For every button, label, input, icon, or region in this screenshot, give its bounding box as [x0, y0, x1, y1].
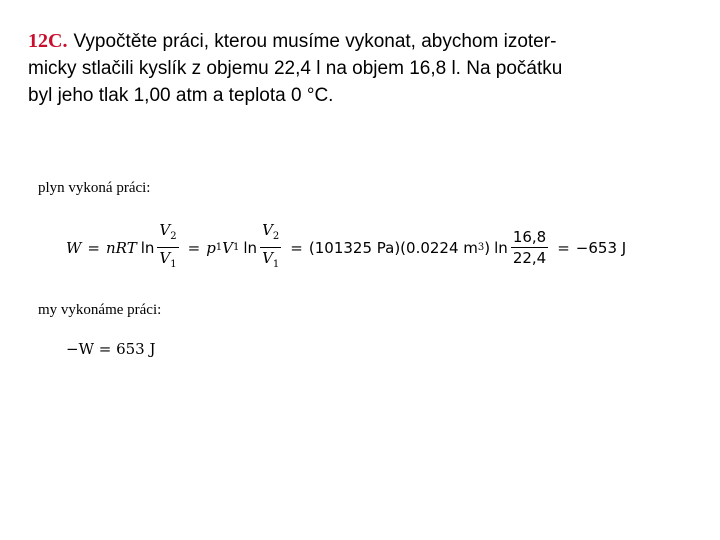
our-work-formula: −W = 653 J [66, 340, 156, 358]
work-formula: W = nRT ln $\frac{V_2}{V_1}$ = p 1 V 1 ln $\frac{V_2}{V_1}$ = (101325 Pa) (0.0224 m 3 ) ln $\frac{16,8}{22,4}$ = −653 J [66, 222, 626, 273]
numeric-ratio-fraction: $\frac{16,8}{22,4}$ [512, 228, 547, 267]
problem-number: 12C. [28, 30, 68, 52]
volume-ratio-fraction: $\frac{V_2}{V_1}$ [159, 221, 177, 270]
problem-line-3: byl jeho tlak 1,00 atm a teplota 0 °C. [28, 85, 334, 106]
our-work-label: my vykonáme práci: [38, 302, 162, 318]
work-result: −653 J [575, 238, 627, 257]
problem-line-1: 12C. Vypočtěte práci, kterou musíme vykonat, abychom izoter- [28, 30, 557, 52]
problem-statement [28, 28, 588, 109]
problem-line-2: micky stlačili kyslík z objemu 22,4 l na objem 16,8 l. Na počátku [28, 58, 563, 79]
gas-work-label: plyn vykoná práci: [38, 180, 151, 196]
volume-ratio-fraction-2: $\frac{V_2}{V_1}$ [262, 221, 280, 270]
